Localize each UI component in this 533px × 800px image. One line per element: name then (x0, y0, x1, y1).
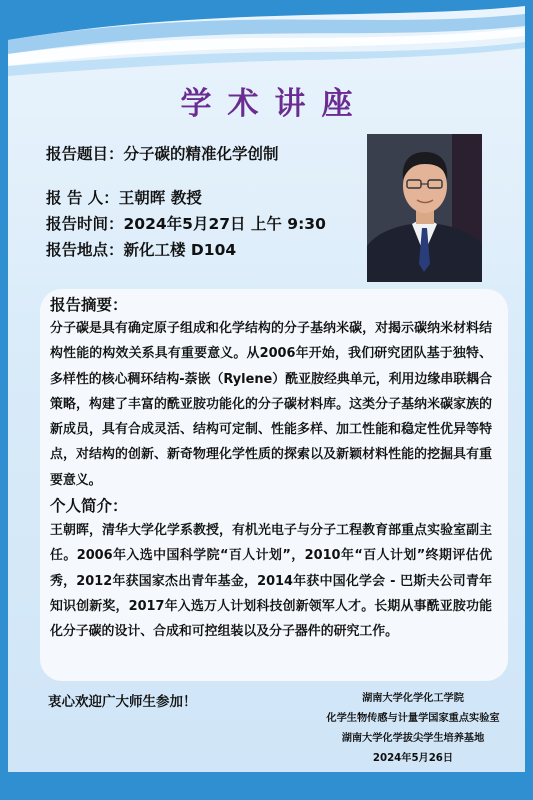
organizer-1: 湖南大学化学化工学院 (362, 693, 464, 704)
topic-row (46, 142, 279, 164)
footer-band (8, 772, 525, 791)
speaker-portrait-image (367, 134, 482, 282)
time-value: 2024年5月27日 上午 9:30 (123, 215, 326, 233)
speaker-value: 王朝晖 教授 (118, 189, 202, 207)
page-title: 学术讲座 (180, 86, 369, 122)
issue-date: 2024年5月26日 (372, 753, 454, 764)
topic-label: 报告题目： (46, 145, 124, 163)
speaker-row (46, 186, 202, 208)
place-row (46, 238, 236, 260)
organizer-2: 化学生物传感与计量学国家重点实验室 (326, 713, 500, 724)
header-wave-decoration (8, 6, 525, 76)
welcome-message: 衷心欢迎广大师生参加！ (48, 694, 197, 710)
abstract-text: 分子碳是具有确定原子组成和化学结构的分子基纳米碳，对揭示碳纳米材料结构性能的构效关系具有重要意义。从2006年开始，我们研究团队基于独特、多样性的核心稠环结构-萘嵌（Rylene）酰亚胺经典单元，利用边缘串联耦合策略，构建了丰富的酰亚胺功能化的分子碳材料库。这类分子基纳米碳家族的新成员，具有合成灵活、结构可定制、性能多样、加工性能和稳定性优异等特点，对结构的创新、新奇物理化学性质的探索以及新颖材料性能的挖掘具有重要意义。 (50, 321, 492, 488)
abstract-heading: 报告摘要： (50, 296, 128, 314)
bio-heading: 个人简介： (50, 497, 128, 515)
place-label: 报告地点： (46, 241, 124, 259)
lecture-poster (8, 6, 525, 791)
speaker-photo (367, 134, 482, 282)
bio-text: 王朝晖，清华大学化学系教授，有机光电子与分子工程教育部重点实验室副主任。2006年入选中国科学院“百人计划”，2010年“百人计划”终期评估优秀，2012年获国家杰出青年基金，2014年获中国化学会 - 巴斯夫公司青年知识创新奖，2017年入选万人计划科技创新领军人才。长期从事酰亚胺功能化分子碳的设计、合成和可控组装以及分子器件的研究工作。 (50, 523, 492, 640)
place-value: 新化工楼 D104 (123, 241, 237, 259)
time-label: 报告时间： (46, 215, 124, 233)
time-row (46, 212, 326, 234)
organizer-3: 湖南大学化学拔尖学生培养基地 (341, 733, 485, 744)
speaker-label: 报 告 人： (46, 189, 119, 207)
topic-value: 分子碳的精准化学创制 (123, 145, 279, 163)
